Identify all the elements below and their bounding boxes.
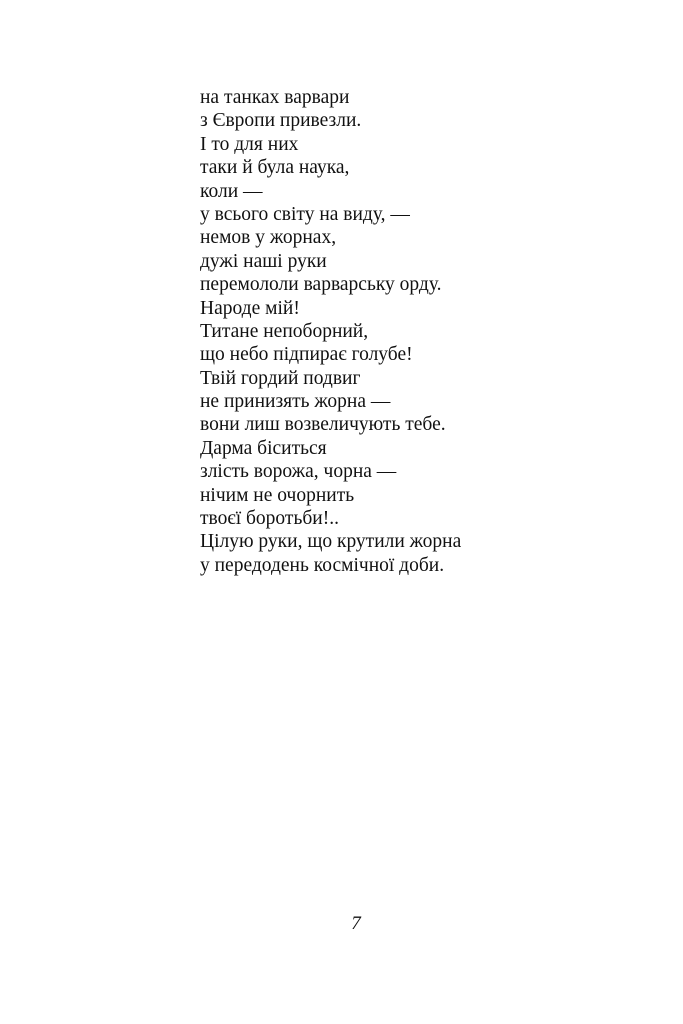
poem-line: немов у жорнах, xyxy=(200,227,337,249)
poem-line: у передодень космічної доби. xyxy=(200,554,445,576)
poem-line: нічим не очорнить xyxy=(200,484,355,506)
poem-line: твоєї боротьби!.. xyxy=(200,508,339,530)
poem-line: дужі наші руки xyxy=(200,250,327,272)
poem-text xyxy=(200,86,461,577)
poem-line: не принизять жорна — xyxy=(200,391,391,413)
poem-line: Титане непоборний, xyxy=(200,320,369,342)
poem-line: у всього світу на виду, — xyxy=(200,203,410,225)
poem-line: на танках варвари xyxy=(200,87,350,108)
poem-line: з Європи привезли. xyxy=(200,110,362,132)
poem-line: вони лиш возвеличують тебе. xyxy=(200,414,446,436)
poem-line: І то для них xyxy=(200,133,299,155)
poem-line: Народе мій! xyxy=(200,297,300,319)
poem-line: злість ворожа, чорна — xyxy=(200,461,397,483)
poem-line: коли — xyxy=(200,180,263,202)
poem-line: що небо підпирає голубе! xyxy=(200,344,413,366)
poem-line: таки й була наука, xyxy=(200,157,350,179)
poem-line: Дарма біситься xyxy=(200,437,327,459)
poem-line: Твій гордий подвиг xyxy=(200,367,361,389)
page-number: 7 xyxy=(351,913,361,934)
poem-line: Цілую руки, що крутили жорна xyxy=(200,531,462,553)
poem-line: перемололи варварську орду. xyxy=(200,274,442,296)
